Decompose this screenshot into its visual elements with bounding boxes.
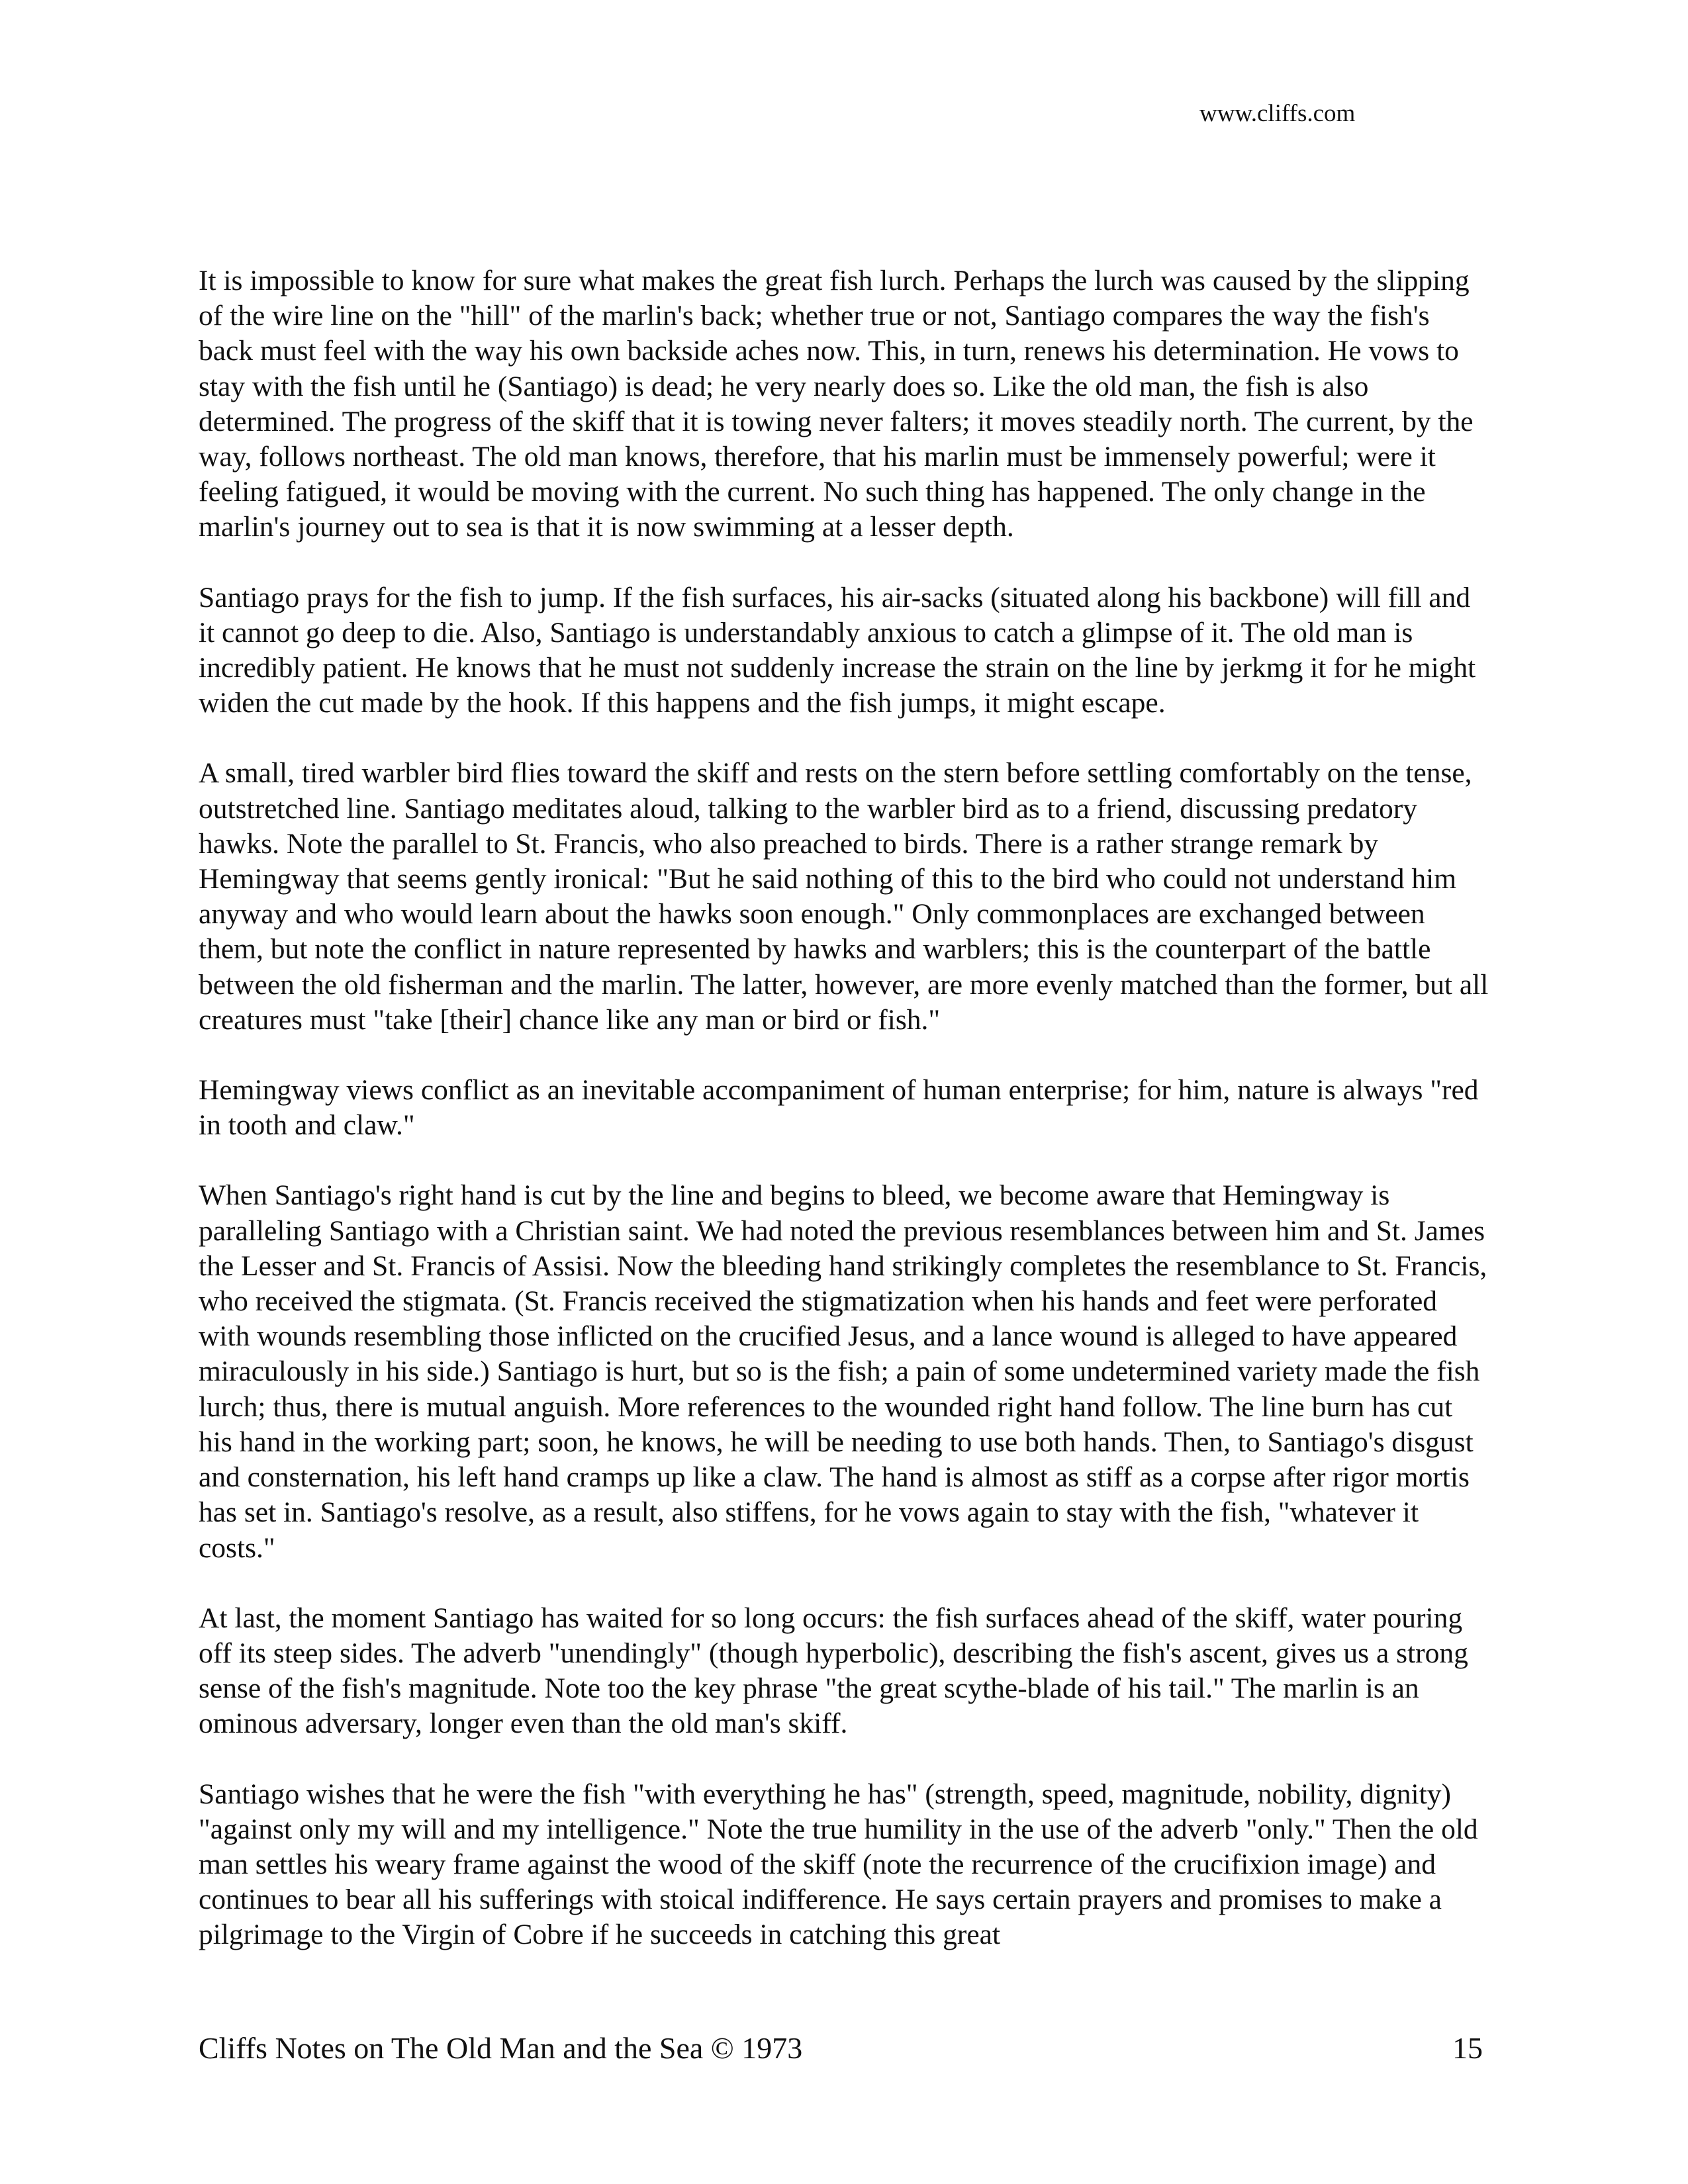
paragraph-5: When Santiago's right hand is cut by the line and begins to bleed, we become aware that Hemingway is paralleling Santiago with a Christian saint. We had noted the previous resemblances between him and St. James the Lesser and St. Francis of Assisi. Now the bleeding hand strikingly completes the resemblance to St. Francis, who received the stigmata. (St. Francis received the stigmatization when his hands and feet were perforated with wounds resembling those inflicted on the crucified Jesus, and a lance wound is alleged to have appeared miraculously in his side.) Santiago is hurt, but so is the fish; a pain of some undetermined variety made the fish lurch; thus, there is mutual anguish. More references to the wounded right hand follow. The line burn has cut his hand in the working part; soon, he knows, he will be needing to use both hands. Then, to Santiago's disgust and consternation, his left hand cramps up like a claw. The hand is almost as stiff as a corpse after rigor mortis has set in. Santiago's resolve, as a result, also stiffens, for he vows again to stay with the fish, "whatever it costs." xyxy=(199,1179,1487,1564)
paragraph-7: Santiago wishes that he were the fish "with everything he has" (strength, speed, magnitude, nobility, dignity) "against only my will and my intelligence." Note the true humility in the use of the adverb "only." Then the old man settles his weary frame against the wood of the skiff (note the recurrence of the crucifixion image) and continues to bear all his sufferings with stoical indifference. He says certain prayers and promises to make a pilgrimage to the Virgin of Cobre if he succeeds in catching this great xyxy=(199,1778,1478,1951)
header-url[interactable]: www.cliffs.com xyxy=(1199,100,1356,127)
footer-title: Cliffs Notes on The Old Man and the Sea © 1973 xyxy=(199,2031,803,2065)
paragraph-2: Santiago prays for the fish to jump. If the fish surfaces, his air-sacks (situated along his backbone) will fill and it cannot go deep to die. Also, Santiago is understandably anxious to catch a glimpse of it. The old man is incredibly patient. He knows that he must not suddenly increase the strain on the line by jerkmg it for he might widen the cut made by the hook. If this happens and the fish jumps, it might escape. xyxy=(199,581,1476,719)
paragraph-1: It is impossible to know for sure what makes the great fish lurch. Perhaps the lurch was caused by the slipping of the wire line on the "hill" of the marlin's back; whether true or not, Santiago compares the way the fish's back must feel with the way his own backside aches now. This, in turn, renews his determination. He vows to stay with the fish until he (Santiago) is dead; he very nearly does so. Like the old man, the fish is also determined. The progress of the skiff that it is towing never falters; it moves steadily north. The current, by the way, follows northeast. The old man knows, therefore, that his marlin must be immensely powerful; were it feeling fatigued, it would be moving with the current. No such thing has happened. The only change in the marlin's journey out to sea is that it is now swimming at a lesser depth. xyxy=(199,265,1474,543)
body-text xyxy=(199,263,1489,1988)
paragraph-4: Hemingway views conflict as an inevitable accompaniment of human enterprise; for him, nature is always "red in tooth and claw." xyxy=(199,1074,1479,1142)
paragraph-3: A small, tired warbler bird flies toward the skiff and rests on the stern before settling comfortably on the tense, outstretched line. Santiago meditates aloud, talking to the warbler bird as to a friend, discussing predatory hawks. Note the parallel to St. Francis, who also preached to birds. There is a rather strange remark by Hemingway that seems gently ironical: "But he said nothing of this to the bird who could not understand him anyway and who would learn about the hawks soon enough." Only commonplaces are exchanged between them, but note the conflict in nature represented by hawks and warblers; this is the counterpart of the battle between the old fisherman and the marlin. The latter, however, are more evenly matched than the former, but all creatures must "take [their] chance like any man or bird or fish." xyxy=(199,757,1489,1036)
page-number: 15 xyxy=(1452,2031,1483,2065)
paragraph-6: At last, the moment Santiago has waited for so long occurs: the fish surfaces ahead of the skiff, water pouring off its steep sides. The adverb "unendingly" (though hyperbolic), describing the fish's ascent, gives us a strong sense of the fish's magnitude. Note too the key phrase "the great scythe-blade of his tail." The marlin is an ominous adversary, longer even than the old man's skiff. xyxy=(199,1602,1468,1740)
